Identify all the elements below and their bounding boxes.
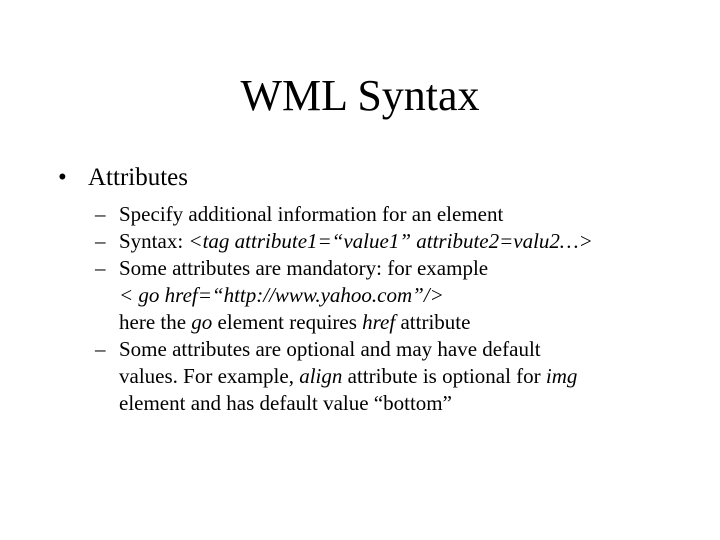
- text-run: element requires: [212, 310, 363, 334]
- mandatory-line-3: [119, 309, 695, 336]
- optional-line-1: Some attributes are optional and may have default: [119, 337, 541, 361]
- bullet-marker: •: [58, 164, 67, 191]
- sub-bullet-optional: [95, 336, 695, 417]
- dash-marker: –: [95, 229, 106, 253]
- dash-marker: –: [95, 202, 106, 226]
- go-keyword: go: [191, 310, 213, 334]
- dash-marker: –: [95, 256, 106, 280]
- text-run: attribute is optional for: [342, 364, 546, 388]
- optional-line-2: [119, 363, 695, 390]
- align-keyword: align: [299, 364, 343, 388]
- mandatory-example-code: < go href=“http://www.yahoo.com”/>: [119, 283, 444, 307]
- dash-marker: –: [95, 337, 106, 361]
- text-run: here the: [119, 310, 192, 334]
- bullet-text: Attributes: [88, 164, 188, 191]
- img-keyword: img: [545, 364, 578, 388]
- sub-bullet-syntax: [95, 228, 695, 255]
- bullet-attributes: [58, 162, 188, 194]
- sub-bullet-list: [95, 201, 695, 417]
- syntax-code: <tag attribute1=“value1” attribute2=valu2…>: [188, 229, 593, 253]
- text-run: values. For example,: [119, 364, 300, 388]
- sub-bullet-line: [119, 228, 695, 255]
- href-keyword: href: [362, 310, 396, 334]
- optional-line-3: element and has default value “bottom”: [119, 391, 452, 415]
- sub-bullet-specify: [95, 201, 695, 228]
- sub-bullet-mandatory: [95, 255, 695, 336]
- text-run: attribute: [395, 310, 471, 334]
- slide-title: WML Syntax: [240, 71, 480, 120]
- mandatory-line-1: Some attributes are mandatory: for example: [119, 256, 489, 280]
- syntax-prefix: Syntax:: [119, 229, 189, 253]
- sub-bullet-text: Specify additional information for an element: [119, 202, 504, 226]
